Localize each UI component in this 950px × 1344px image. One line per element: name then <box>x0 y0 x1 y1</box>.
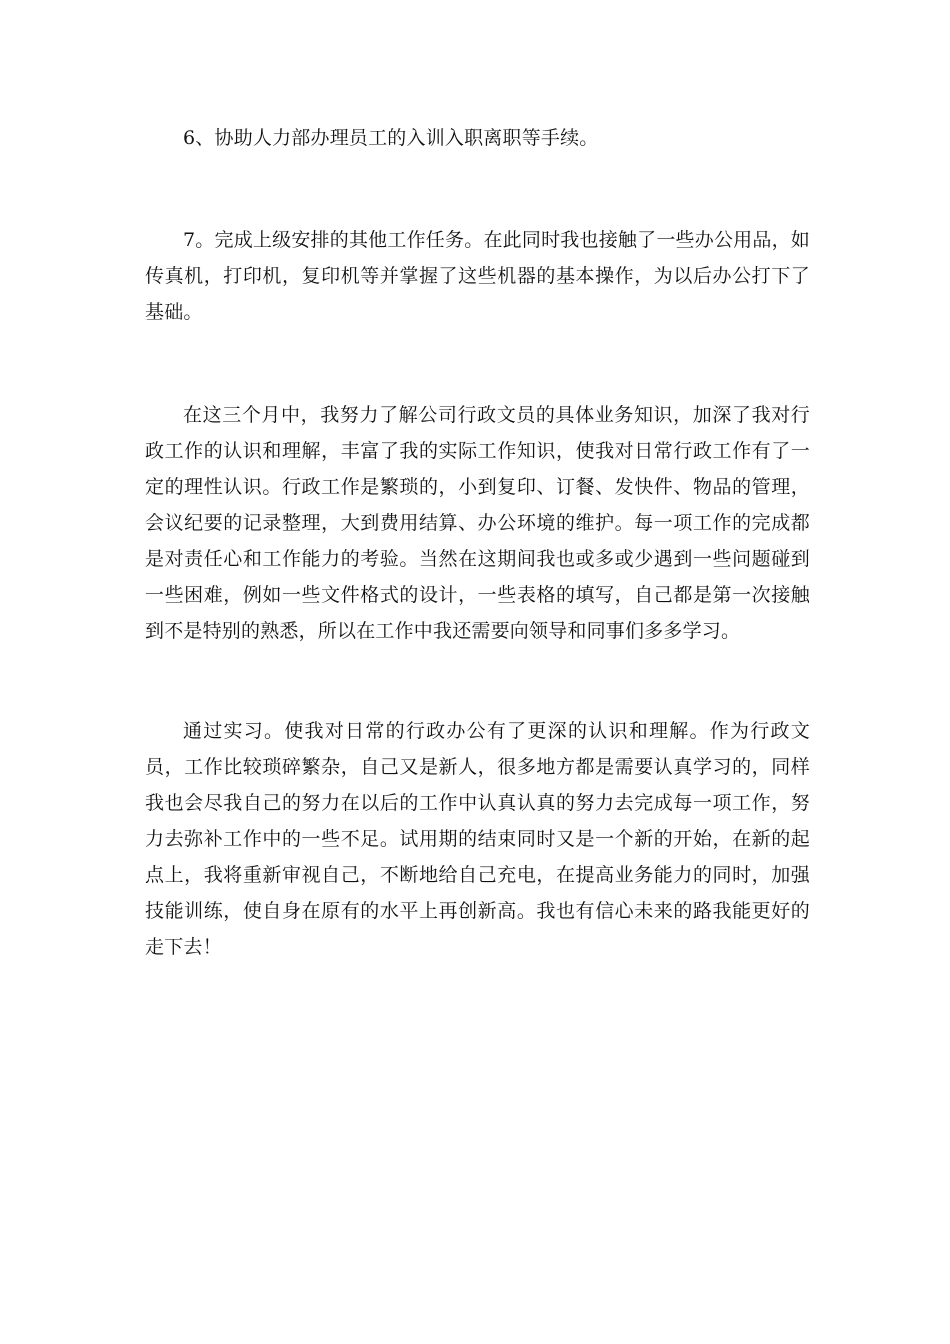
paragraph-internship-conclusion: 通过实习。使我对日常的行政办公有了更深的认识和理解。作为行政文员，工作比较琐碎繁杂，自己又是新人，很多地方都是需要认真学习的，同样我也会尽我自己的努力在以后的工作中认真认真的努力去完成每一项工作，努力去弥补工作中的一些不足。试用期的结束同时又是一个新的开始，在新的起点上，我将重新审视自己，不断地给自己充电，在提高业务能力的同时，加强技能训练，使自身在原有的水平上再创新高。我也有信心未来的路我能更好的走下去！ <box>145 720 810 958</box>
paragraph-item-6: 6、协助人力部办理员工的入训入职离职等手续。 <box>183 127 599 149</box>
paragraph-item-7: 7。完成上级安排的其他工作任务。在此同时我也接触了一些办公用品，如传真机，打印机，复印机等并掌握了这些机器的基本操作，为以后办公打下了基础。 <box>145 229 810 323</box>
paragraph-three-months-summary: 在这三个月中，我努力了解公司行政文员的具体业务知识，加深了我对行政工作的认识和理解，丰富了我的实际工作知识，使我对日常行政工作有了一定的理性认识。行政工作是繁琐的，小到复印、订餐、发快件、物品的管理，会议纪要的记录整理，大到费用结算、办公环境的维护。每一项工作的完成都是对责任心和工作能力的考验。当然在这期间我也或多或少遇到一些问题碰到一些困难，例如一些文件格式的设计，一些表格的填写，自己都是第一次接触到不是特别的熟悉，所以在工作中我还需要向领导和同事们多多学习。 <box>145 404 810 642</box>
